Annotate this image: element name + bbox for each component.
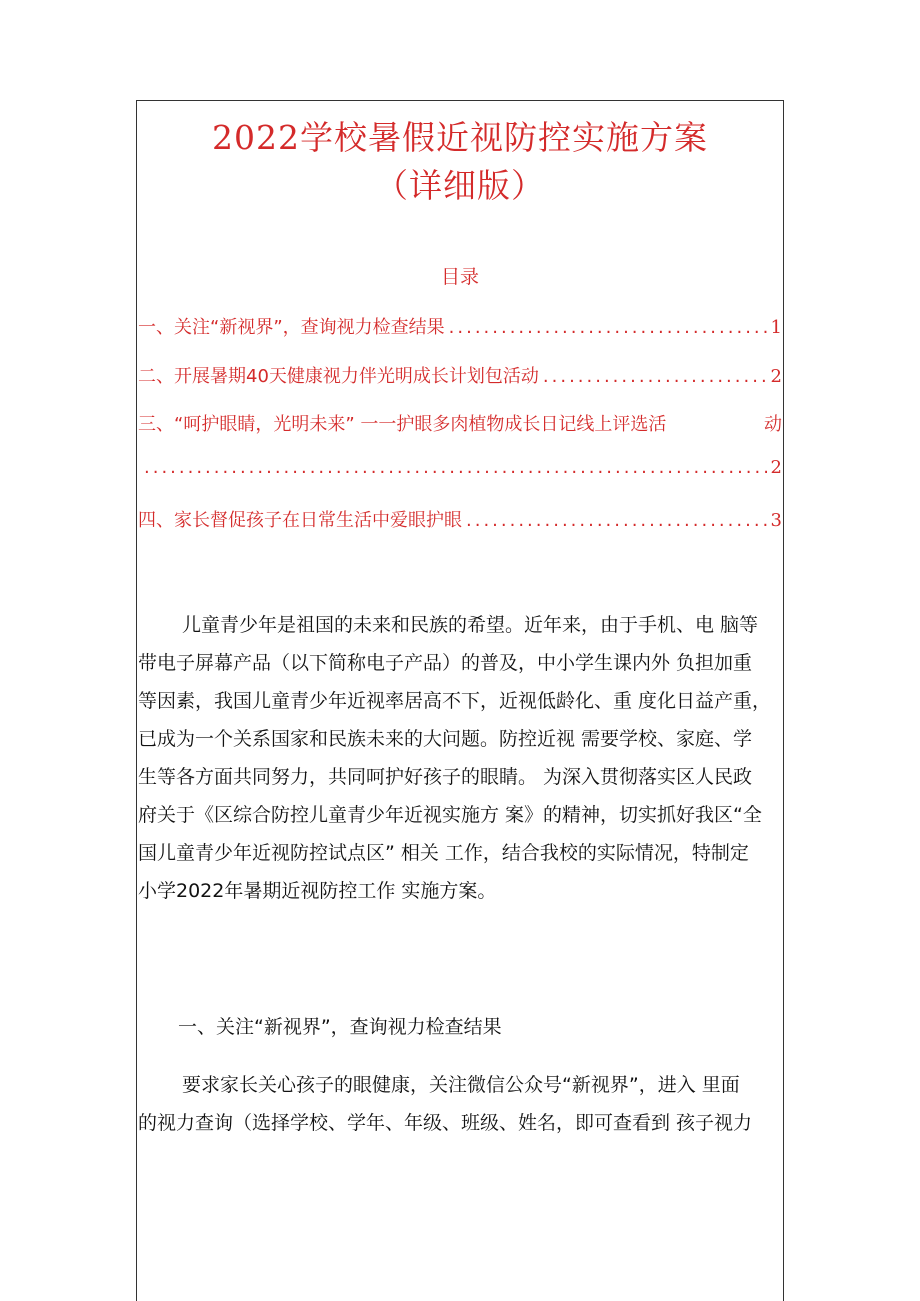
section-1-paragraph <box>138 1066 784 1142</box>
toc-page-number: 1 <box>770 317 782 338</box>
paragraph-line: 的视力查询（选择学校、学年、年级、班级、姓名，即可查看到 孩子视力 <box>138 1112 753 1134</box>
toc-leader-dots <box>543 366 767 387</box>
toc-entry-4[interactable] <box>138 506 782 532</box>
toc-leader-dots <box>449 317 767 338</box>
paragraph-line: 小学2022年暑期近视防控工作 实施方案。 <box>138 880 497 902</box>
toc-leader-dots <box>466 510 767 531</box>
paragraph-line: 带电子屏幕产品（以下简称电子产品）的普及，中小学生课内外 负担加重 <box>138 652 753 674</box>
toc-page-number: 3 <box>770 510 782 531</box>
toc-entry-text-end: 动 <box>764 414 782 435</box>
toc-entry-2[interactable] <box>138 362 782 388</box>
toc-entry-3[interactable] <box>138 410 782 436</box>
toc-entry-text: 二、开展暑期40天健康视力伴光明成长计划包活动 <box>138 366 539 387</box>
toc-entry-text: 三、“呵护眼睛，光明未来” 一一护眼多肉植物成长日记线上评选活 <box>138 414 667 435</box>
paragraph-line: 等因素，我国儿童青少年近视率居高不下，近视低龄化、重 度化日益产重， <box>138 690 772 712</box>
paragraph-line: 要求家长关心孩子的眼健康，关注微信公众号“新视界”，进入 里面 <box>182 1074 740 1096</box>
intro-paragraph <box>138 606 784 910</box>
toc-entry-text: 一、关注“新视界”，查询视力检查结果 <box>138 317 445 338</box>
paragraph-line: 生等各方面共同努力，共同呵护好孩子的眼睛。 为深入贯彻落实区人民政 <box>138 766 753 788</box>
toc-leader-dots <box>144 457 767 478</box>
paragraph-line: 儿童青少年是祖国的未来和民族的希望。近年来，由于手机、电 脑等 <box>182 614 759 636</box>
toc-page-number: 2 <box>770 366 782 387</box>
toc-heading: 目录 <box>440 266 479 288</box>
paragraph-line: 国儿童青少年近视防控试点区” 相关 工作，结合我校的实际情况，特制定 <box>138 842 749 864</box>
section-1-heading: 一、关注“新视界”，查询视力检查结果 <box>178 1016 502 1038</box>
paragraph-line: 府关于《区综合防控儿童青少年近视实施方 案》的精神，切实抓好我区“全 <box>138 804 762 826</box>
toc-entry-1[interactable] <box>138 313 782 339</box>
paragraph-line: 已成为一个关系国家和民族未来的大问题。防控近视 需要学校、家庭、学 <box>138 728 753 750</box>
toc-page-number: 2 <box>770 457 782 478</box>
toc-entry-3-continuation[interactable] <box>138 457 782 478</box>
document-title: 2022学校暑假近视防控实施方案 <box>212 118 708 157</box>
toc-entry-text: 四、家长督促孩子在日常生活中爱眼护眼 <box>138 510 462 531</box>
document-subtitle: （详细版） <box>375 166 545 205</box>
